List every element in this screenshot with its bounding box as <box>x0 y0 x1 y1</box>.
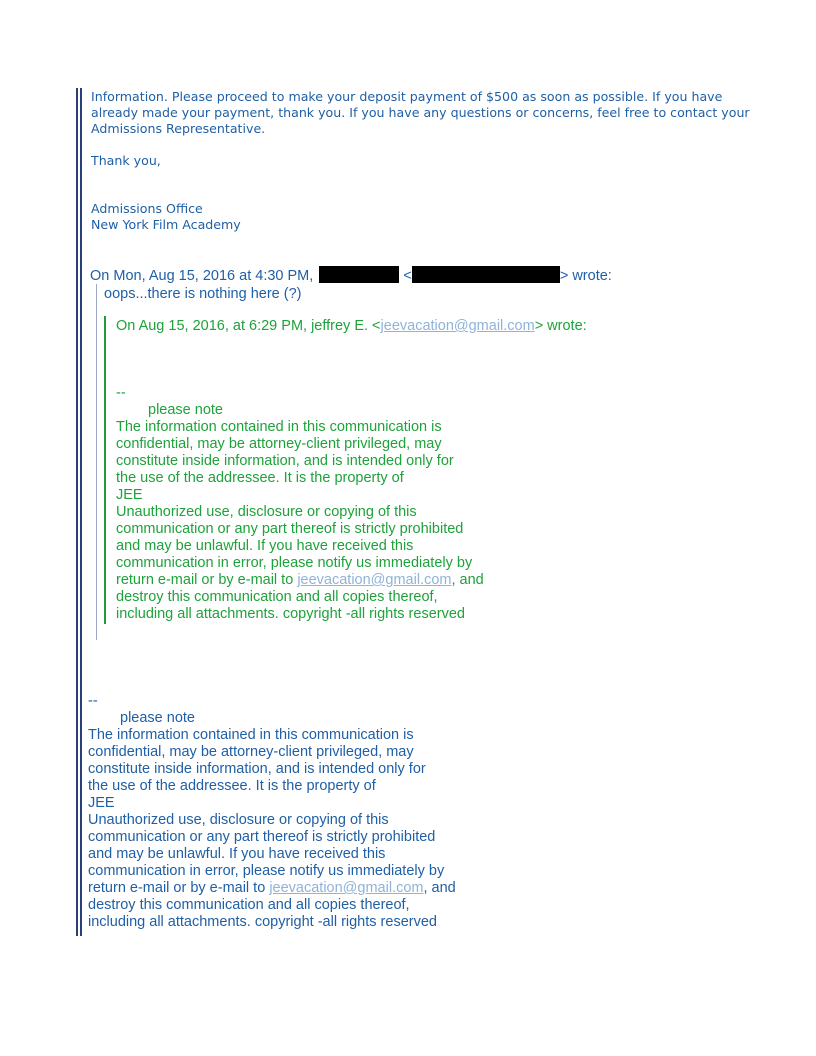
email-link[interactable]: jeevacation@gmail.com <box>297 572 452 588</box>
signature-office: Admissions Office <box>91 201 203 216</box>
disclaimer-line: destroy this communication and all copies thereof, <box>88 897 410 913</box>
quote-bar-level-2 <box>104 316 106 624</box>
disclaimer-line: constitute inside information, and is intended only for <box>116 453 454 469</box>
disclaimer-please-note: please note <box>148 402 223 418</box>
disclaimer-return-line <box>88 880 508 897</box>
disclaimer-line: The information contained in this communication is <box>116 419 442 435</box>
quote-1-body: oops...there is nothing here (?) <box>104 286 302 302</box>
email-link[interactable]: jeevacation@gmail.com <box>269 880 424 896</box>
disclaimer-line: JEE <box>116 487 143 503</box>
signature-organization: New York Film Academy <box>91 217 241 232</box>
disclaimer-line: communication or any part thereof is strictly prohibited <box>88 829 436 845</box>
disclaimer-line: including all attachments. copyright -all rights reserved <box>116 606 465 622</box>
disclaimer-line: and may be unlawful. If you have received this <box>88 846 386 862</box>
disclaimer-return-suffix: , and <box>451 572 484 588</box>
disclaimer-line: and may be unlawful. If you have received this <box>116 538 414 554</box>
quote-2-header-prefix: On Aug 15, 2016, at 6:29 PM, jeffrey E. < <box>116 318 381 334</box>
disclaimer-line: destroy this communication and all copies thereof, <box>116 589 438 605</box>
quote-bar-level-1 <box>96 284 97 640</box>
quote-2-header <box>116 318 587 335</box>
quote-bar-outer <box>76 88 78 936</box>
disclaimer-line: communication or any part thereof is strictly prohibited <box>116 521 464 537</box>
quote-1-header-lt: < <box>403 268 412 284</box>
quote-1-header <box>90 266 612 285</box>
disclaimer-line: JEE <box>88 795 115 811</box>
disclaimer-line: Unauthorized use, disclosure or copying of this <box>116 504 417 520</box>
disclaimer-line: confidential, may be attorney-client privileged, may <box>116 436 442 452</box>
disclaimer-line: Unauthorized use, disclosure or copying of this <box>88 812 389 828</box>
disclaimer-line: the use of the addressee. It is the property of <box>88 778 376 794</box>
bottom-disclaimer <box>88 693 508 931</box>
quote-bar-outer-2 <box>80 88 82 936</box>
disclaimer-return-line <box>116 572 536 589</box>
email-link[interactable]: jeevacation@gmail.com <box>380 318 535 334</box>
quote-1-header-prefix: On Mon, Aug 15, 2016 at 4:30 PM, <box>90 268 314 284</box>
quote-1-header-suffix: > wrote: <box>559 268 612 284</box>
disclaimer-dashes: -- <box>88 693 98 709</box>
disclaimer-line: confidential, may be attorney-client privileged, may <box>88 744 414 760</box>
disclaimer-line: including all attachments. copyright -all rights reserved <box>88 914 437 930</box>
disclaimer-line: constitute inside information, and is intended only for <box>88 761 426 777</box>
disclaimer-line: The information contained in this communication is <box>88 727 414 743</box>
quote-2-header-suffix: > wrote: <box>534 318 587 334</box>
disclaimer-please-note: please note <box>120 710 195 726</box>
disclaimer-return-suffix: , and <box>423 880 456 896</box>
disclaimer-line: communication in error, please notify us immediately by <box>116 555 473 571</box>
disclaimer-dashes: -- <box>116 385 126 401</box>
disclaimer-line: the use of the addressee. It is the property of <box>116 470 404 486</box>
disclaimer-return-prefix: return e-mail or by e-mail to <box>116 572 298 588</box>
redaction-sender-email <box>412 266 560 283</box>
disclaimer-return-prefix: return e-mail or by e-mail to <box>88 880 270 896</box>
reply-body <box>91 89 751 233</box>
reply-thanks: Thank you, <box>91 153 161 168</box>
quote-2-disclaimer <box>116 385 536 623</box>
redaction-sender-name <box>319 266 399 283</box>
reply-paragraph: Information. Please proceed to make your deposit payment of $500 as soon as possible. If you have already made your payment, thank you. If you have any questions or concerns, feel free to contact your Admissions Representative. <box>91 89 750 136</box>
disclaimer-line: communication in error, please notify us immediately by <box>88 863 445 879</box>
